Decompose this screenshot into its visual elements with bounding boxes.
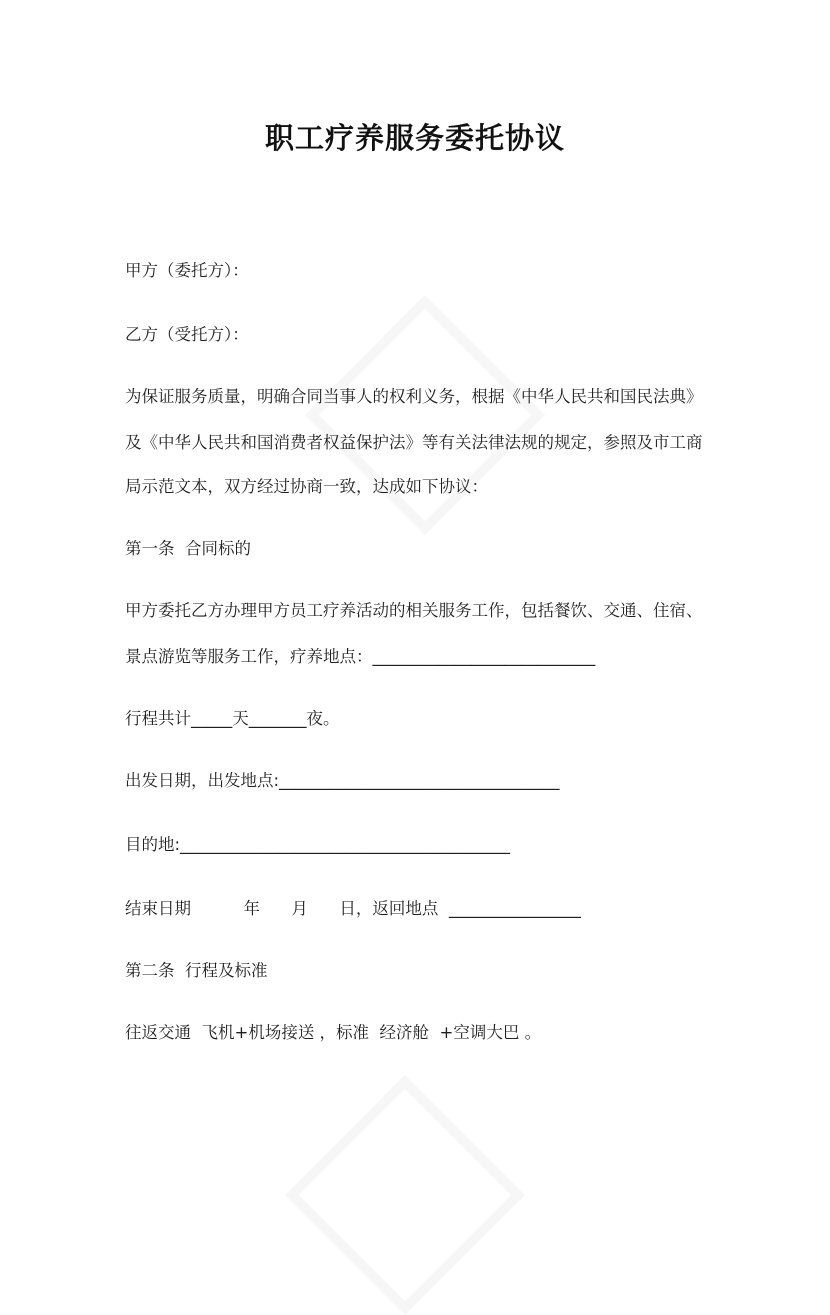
- party-b-label: 乙方（受托方）：: [125, 325, 249, 344]
- intro-line-2: 及《中华人民共和国消费者权益保护法》等有关法律法规的规定，参照及市工商: [125, 433, 703, 452]
- watermark-mark: [305, 295, 545, 535]
- document-title: 职工疗养服务委托协议: [264, 121, 565, 155]
- article-1-body-line-1: 甲方委托乙方办理甲方员工疗养活动的相关服务工作，包括餐饮、交通、住宿、: [125, 601, 703, 620]
- departure-info: 出发日期，出发地点:__________________________________: [125, 771, 560, 790]
- article-1-heading: 第一条 合同标的: [125, 539, 251, 558]
- destination-info: 目的地:________________________________________: [125, 835, 511, 854]
- transport-info: 往返交通 飞机+机场接送 ，标准 经济舱 +空调大巴 。: [125, 1023, 542, 1042]
- party-a-label: 甲方（委托方）：: [125, 261, 249, 280]
- article-2-heading: 第二条 行程及标准: [125, 961, 268, 980]
- article-1-body-line-2: 景点游览等服务工作，疗养地点：___________________________: [125, 647, 596, 666]
- end-date-info: 结束日期 年 月 日，返回地点 ________________: [125, 899, 581, 918]
- itinerary-days: 行程共计_____天_______夜。: [125, 709, 340, 728]
- intro-line-1: 为保证服务质量，明确合同当事人的权利义务，根据《中华人民共和国民法典》: [125, 387, 703, 406]
- watermark-mark: [285, 1075, 525, 1315]
- intro-line-3: 局示范文本，双方经过协商一致，达成如下协议：: [125, 477, 488, 496]
